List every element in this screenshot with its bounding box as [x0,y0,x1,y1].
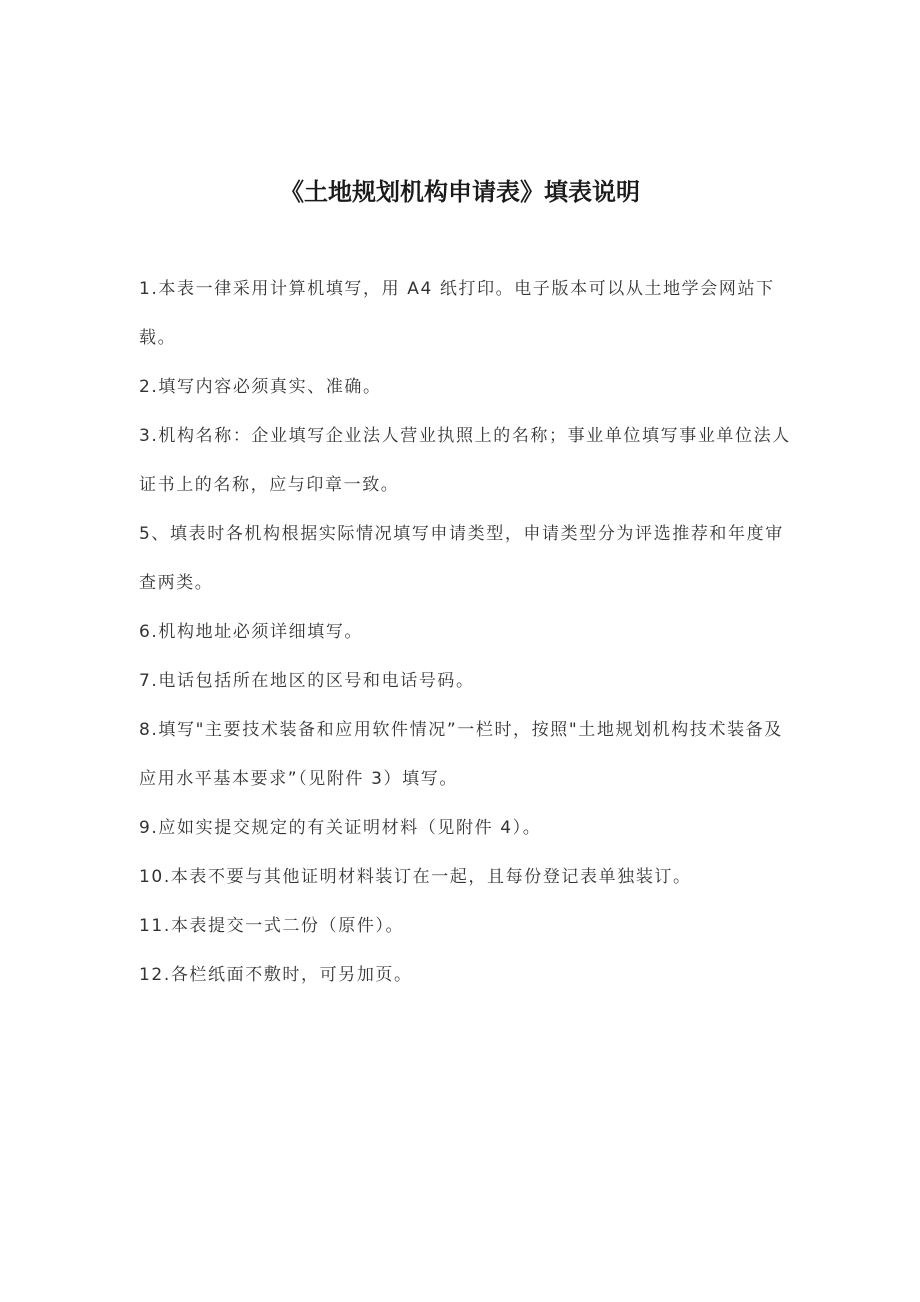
instruction-item-11: 11.本表提交一式二份（原件）。 [139,916,405,936]
document-title: 《土地规划机构申请表》填表说明 [280,178,640,206]
instruction-item-6: 6.机构地址必须详细填写。 [139,622,364,642]
instruction-item-3: 3.机构名称：企业填写企业法人营业执照上的名称；事业单位填写事业单位法人证书上的名称，应与印章一致。 [139,426,791,495]
instruction-item-10: 10.本表不要与其他证明材料装订在一起，且每份登记表单独装订。 [139,867,692,887]
instruction-item-5: 5、填表时各机构根据实际情况填写申请类型，申请类型分为评选推荐和年度审查两类。 [139,524,784,593]
instruction-item-9: 9.应如实提交规定的有关证明材料（见附件 4）。 [139,818,542,838]
instruction-list [139,265,799,1000]
instruction-item-1: 1.本表一律采用计算机填写，用 A4 纸打印。电子版本可以从土地学会网站下载。 [139,279,775,348]
instruction-item-7: 7.电话包括所在地区的区号和电话号码。 [139,671,475,691]
instruction-item-2: 2.填写内容必须真实、准确。 [139,377,382,397]
instruction-item-12: 12.各栏纸面不敷时，可另加页。 [139,965,413,985]
instruction-item-8: 8.填写"主要技术装备和应用软件情况”一栏时，按照"土地规划机构技术装备及应用水平基本要求”（见附件 3）填写。 [139,720,783,789]
